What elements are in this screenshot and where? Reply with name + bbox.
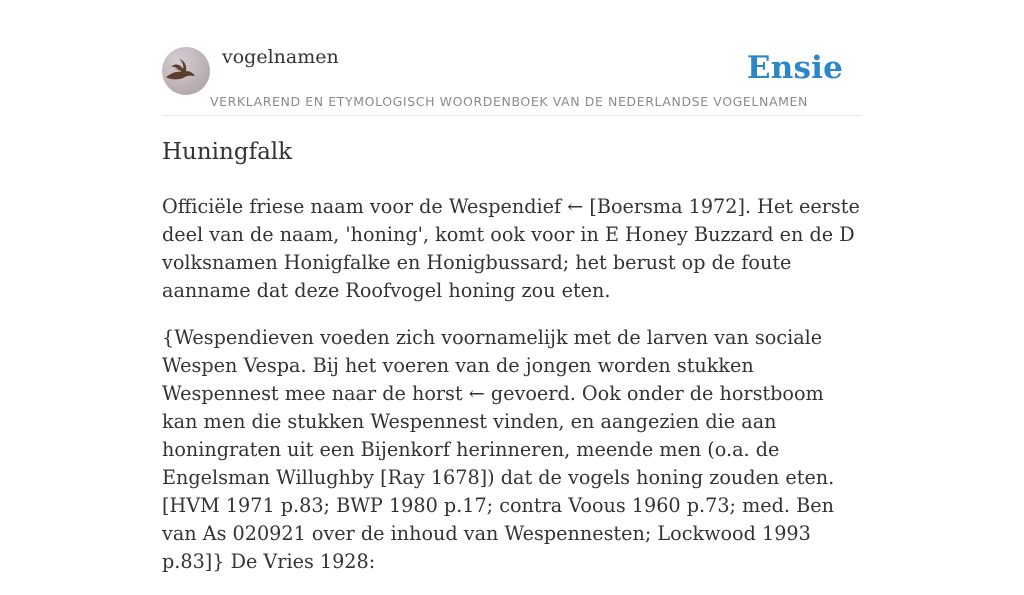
bird-avatar-icon [162, 47, 210, 95]
entry-paragraph: Officiële friese naam voor de Wespendief ← [Boersma 1972]. Het eerste deel van de naam, 'honing', komt ook voor in E Honey Buzzard en de D volksnamen Honigfalke en Honigbussard; het berust op de foute aanname dat deze Roofvogel honing zou eten. [162, 195, 860, 302]
site-name[interactable]: vogelnamen [222, 46, 339, 68]
entry-paragraph: {Wespendieven voeden zich voornamelijk met de larven van sociale Wespen Vespa. Bij het voeren van de jongen worden stukken Wespennest mee naar de horst ← gevoerd. Ook onder de horstboom kan men die stukken Wespennest vinden, en aangezien die aan honingraten uit een Bijenkorf herinneren, meende men (o.a. de Engelsman Willughby [Ray 1678]) dat de vogels honing zouden eten. [HVM 1971 p.83; BWP 1980 p.17; contra Voous 1960 p.73; med. Ben van As 020921 over de inhoud van Wespennesten; Lockwood 1993 p.83]} De Vries 1928: [162, 326, 835, 573]
ensie-logo-link[interactable]: Ensie [746, 50, 843, 86]
site-avatar[interactable] [162, 47, 210, 95]
header-divider [162, 115, 862, 116]
entry-content [162, 193, 864, 595]
page-title: Huningfalk [162, 139, 293, 165]
site-tagline: VERKLAREND EN ETYMOLOGISCH WOORDENBOEK VAN DE NEDERLANDSE VOGELNAMEN [210, 94, 808, 109]
